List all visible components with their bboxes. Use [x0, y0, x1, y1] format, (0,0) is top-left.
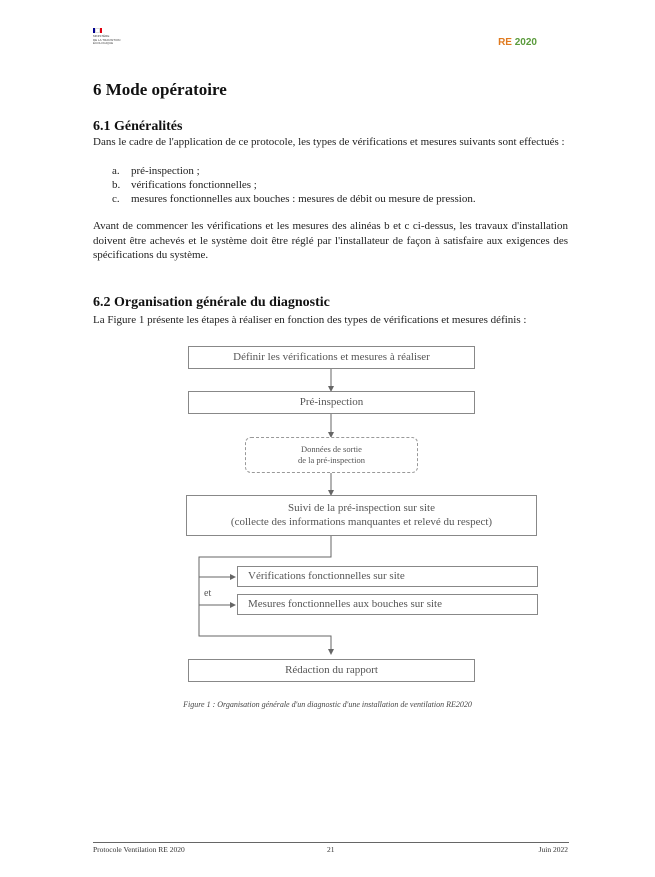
paragraph: Avant de commencer les vérifications et les mesures des alinéas b et c ci-dessus, les travaux d'installation doivent être achevés et le système doit être réglé par l'installateur de façon à satisfaire aux exigences des spécifications du système. [93, 220, 568, 261]
footer-page-number: 21 [327, 845, 335, 854]
subsection-intro-6-2: La Figure 1 présente les étapes à réaliser en fonction des types de vérifications et mesures définis : [93, 314, 527, 326]
flow-step-pre-inspection: Pré-inspection [188, 391, 475, 414]
flow-step-site-follow-up [186, 495, 537, 536]
site-follow-up-line2: (collecte des informations manquantes et relevé du respect) [230, 516, 493, 528]
output-data-line2: de la pré-inspection [297, 455, 366, 465]
subsection-title-6-2: 6.2 Organisation générale du diagnostic [93, 295, 330, 310]
list-marker: b. [112, 179, 121, 191]
and-label: et [204, 588, 212, 599]
list-marker: a. [112, 165, 120, 177]
figure-caption: Figure 1 : Organisation générale d'un diagnostic d'une installation de ventilation RE2020 [183, 700, 472, 709]
footer-document-title: Protocole Ventilation RE 2020 [93, 845, 185, 854]
section-title: 6 Mode opératoire [93, 80, 227, 99]
logo-text: MINISTÈRE DE LA TRANSITION ÉCOLOGIQUE [93, 34, 121, 46]
subsection-title-6-1: 6.1 Généralités [93, 119, 183, 134]
badge-re: RE [498, 37, 512, 48]
footer-divider [93, 842, 569, 843]
badge-year: 2020 [514, 37, 537, 48]
list-item: mesures fonctionnelles aux bouches : mesures de débit ou mesure de pression. [131, 193, 476, 205]
list-marker: c. [112, 193, 120, 205]
flow-step-report: Rédaction du rapport [188, 659, 475, 682]
site-follow-up-line1: Suivi de la pré-inspection sur site [288, 502, 435, 514]
flow-step-functional-measures: Mesures fonctionnelles aux bouches sur site [237, 594, 538, 615]
list-item: vérifications fonctionnelles ; [131, 179, 257, 191]
footer-date: Juin 2022 [538, 845, 568, 854]
list-item: pré-inspection ; [131, 165, 200, 177]
subsection-intro-6-1: Dans le cadre de l'application de ce protocole, les types de vérifications et mesures suivants sont effectués : [93, 136, 565, 148]
output-data-line1: Données de sortie [301, 444, 362, 454]
flow-step-functional-checks: Vérifications fonctionnelles sur site [237, 566, 538, 587]
flow-step-output-data [245, 437, 418, 473]
flow-step-define: Définir les vérifications et mesures à réaliser [188, 346, 475, 369]
